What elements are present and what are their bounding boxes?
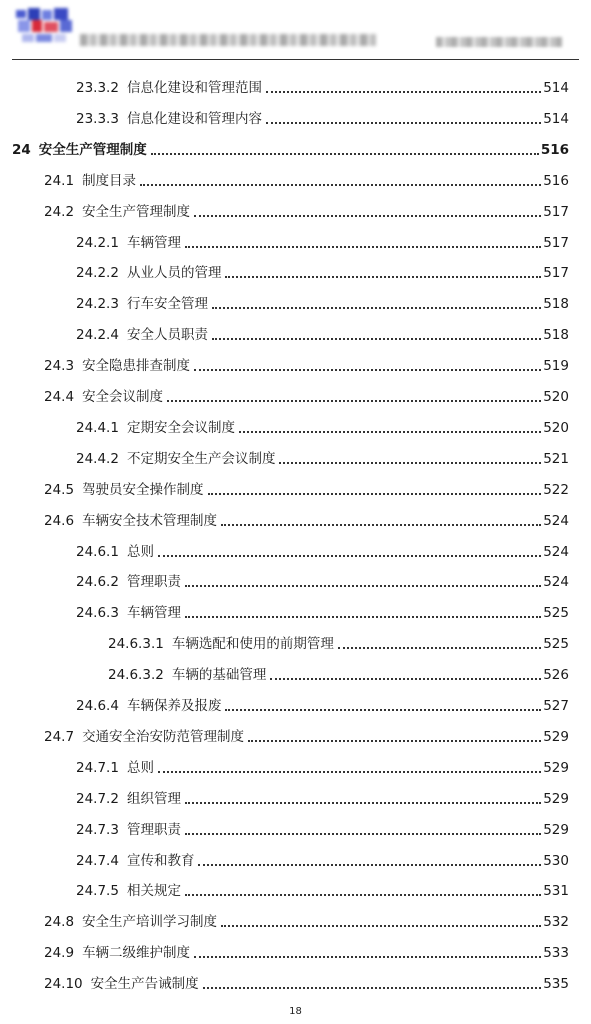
toc-entry[interactable] [76,569,569,591]
toc-entry-number: 23.3.3 [76,110,119,127]
toc-entry[interactable] [44,508,569,530]
toc-entry-page: 524 [543,543,569,560]
toc-entry-title: 宣传和教育 [126,852,195,869]
toc-entry[interactable] [76,600,569,622]
toc-entry-page: 522 [543,481,569,498]
toc-dot-leader [212,306,541,309]
toc-entry-page: 533 [543,945,569,962]
toc-entry[interactable] [12,137,569,159]
toc-entry-title: 制度目录 [82,172,137,189]
toc-entry-page: 517 [543,265,569,282]
toc-entry-title: 组织管理 [126,790,181,807]
toc-entry-number: 24.8 [44,914,75,931]
toc-entry-number: 24.6 [44,512,75,529]
toc-entry-page: 520 [543,419,569,436]
toc-entry[interactable] [76,755,569,777]
toc-dot-leader [203,986,542,989]
toc-entry-page: 535 [543,976,569,993]
page-number: 18 [289,1006,302,1017]
toc-entry-title: 相关规定 [126,883,181,900]
toc-entry-number: 24.7.3 [76,821,119,838]
toc-entry[interactable] [76,817,569,839]
toc-entry-page: 529 [543,790,569,807]
toc-dot-leader [194,368,541,371]
toc-dot-leader [270,677,541,680]
toc-entry[interactable] [76,291,569,313]
toc-dot-leader [248,739,541,742]
toc-entry-page: 514 [543,80,569,96]
toc-entry-page: 514 [543,110,569,127]
toc-entry[interactable] [44,971,569,993]
toc-dot-leader [266,121,541,124]
toc-entry-number: 24.2.3 [76,296,119,313]
toc-dot-leader [185,615,541,618]
toc-entry[interactable] [76,75,569,97]
toc-entry[interactable] [44,199,569,221]
toc-entry-page: 519 [543,358,569,375]
toc-entry-page: 518 [543,296,569,313]
toc-entry-title: 交通安全治安防范管理制度 [82,728,245,745]
toc-entry[interactable] [44,724,569,746]
toc-entry-title: 安全会议制度 [82,389,164,405]
toc-entry-page: 524 [543,512,569,529]
toc-entry[interactable] [76,415,569,437]
toc-dot-leader [225,708,541,711]
toc-dot-leader [194,214,541,217]
toc-entry-title: 安全生产管理制度 [82,203,191,220]
toc-entry-number: 24.2.2 [76,265,119,282]
toc-dot-leader [185,832,541,835]
toc-entry-number: 23.3.2 [76,80,119,96]
company-logo-icon [14,6,84,46]
toc-entry-page: 525 [543,636,569,653]
toc-dot-leader [194,955,541,958]
toc-entry-title: 车辆的基础管理 [171,667,267,684]
toc-entry-number: 24.7.5 [76,883,119,900]
toc-entry[interactable] [108,662,569,684]
toc-entry-page: 532 [543,914,569,931]
toc-entry-number: 24.1 [44,172,75,189]
toc-entry-page: 516 [540,141,569,158]
toc-dot-leader [221,924,541,927]
toc-entry-title: 总则 [126,759,154,776]
toc-dot-leader [221,523,541,526]
toc-entry[interactable] [76,230,569,252]
toc-entry-page: 520 [543,389,569,405]
toc-entry-number: 24.2 [44,203,75,220]
toc-entry-number: 24.6.1 [76,543,119,560]
toc-entry-number: 24.7.2 [76,790,119,807]
toc-entry-page: 517 [543,203,569,220]
toc-dot-leader [208,492,542,495]
toc-entry-title: 安全生产培训学习制度 [82,914,218,931]
toc-entry-page: 529 [543,728,569,745]
toc-entry-page: 526 [543,667,569,684]
toc-entry-title: 定期安全会议制度 [126,419,235,436]
toc-entry-page: 524 [543,574,569,591]
toc-dot-leader [198,863,541,866]
toc-entry[interactable] [76,878,569,900]
toc-entry[interactable] [44,477,569,499]
toc-dot-leader [167,399,541,402]
toc-entry[interactable] [44,384,569,406]
toc-entry-number: 24.9 [44,945,75,962]
toc-entry-number: 24.10 [44,976,83,993]
toc-entry-title: 管理职责 [126,574,181,591]
toc-entry-number: 24.6.2 [76,574,119,591]
toc-dot-leader [185,245,541,248]
toc-dot-leader [140,183,541,186]
toc-entry-page: 529 [543,759,569,776]
toc-entry-number: 24.6.3.1 [108,636,164,653]
toc-entry-title: 行车安全管理 [126,296,208,313]
toc-entry-title: 车辆管理 [126,234,181,251]
toc-dot-leader [338,646,541,649]
toc-entry-title: 车辆二级维护制度 [82,945,191,962]
toc-entry-page: 516 [543,172,569,189]
toc-dot-leader [212,337,541,340]
toc-entry[interactable] [108,631,569,653]
toc-entry-page: 517 [543,234,569,251]
toc-entry-title: 信息化建设和管理内容 [126,110,262,127]
toc-entry-page: 531 [543,883,569,900]
toc-dot-leader [185,584,541,587]
toc-entry-number: 24.6.4 [76,698,119,714]
toc-entry[interactable] [44,909,569,931]
toc-entry-number: 24.3 [44,358,75,375]
toc-entry-title: 车辆保养及报废 [126,698,222,714]
toc-entry-number: 24 [12,141,31,158]
toc-entry[interactable] [76,848,569,870]
toc-dot-leader [225,275,541,278]
toc-entry-title: 驾驶员安全操作制度 [82,481,204,498]
toc-entry-number: 24.7.4 [76,852,119,869]
toc-entry[interactable] [44,168,569,190]
toc-dot-leader [185,801,541,804]
toc-entry-title: 车辆管理 [126,605,181,622]
toc-entry-number: 24.7 [44,728,75,745]
toc-entry-page: 521 [543,450,569,467]
toc-entry-page: 529 [543,821,569,838]
toc-entry-title: 信息化建设和管理范围 [126,80,262,96]
toc-entry[interactable] [76,446,569,468]
toc-dot-leader [279,461,541,464]
toc-dot-leader [158,770,541,773]
toc-entry-title: 车辆选配和使用的前期管理 [171,636,334,653]
toc-entry[interactable] [76,539,569,561]
toc-entry[interactable] [44,940,569,962]
toc-entry-title: 总则 [126,543,154,560]
page-header [0,0,591,62]
toc-entry[interactable] [76,260,569,282]
toc-entry[interactable] [76,106,569,128]
toc-entry[interactable] [76,322,569,344]
header-text-right-blurred [436,37,562,47]
toc-entry-page: 527 [543,698,569,714]
toc-entry-title: 安全人员职责 [126,327,208,344]
toc-entry-page: 525 [543,605,569,622]
toc-entry-title: 从业人员的管理 [126,265,222,282]
toc-dot-leader [158,554,541,557]
toc-entry-title: 管理职责 [126,821,181,838]
toc-entry-number: 24.5 [44,481,75,498]
toc-entry[interactable] [76,693,569,715]
toc-entry-number: 24.2.4 [76,327,119,344]
toc-entry[interactable] [44,353,569,375]
toc-entry-number: 24.4.2 [76,450,119,467]
toc-entry-title: 安全隐患排查制度 [82,358,191,375]
toc-entry-page: 518 [543,327,569,344]
toc-dot-leader [266,90,541,93]
toc-dot-leader [185,893,541,896]
toc-entry-title: 不定期安全生产会议制度 [126,450,276,467]
toc-dot-leader [239,430,541,433]
toc-entry-title: 车辆安全技术管理制度 [82,512,218,529]
toc-entry-number: 24.4 [44,389,75,405]
toc-entry-number: 24.2.1 [76,234,119,251]
header-text-blurred [80,34,376,46]
toc-entry-title: 安全生产告诫制度 [90,976,199,993]
toc-entry-number: 24.4.1 [76,419,119,436]
header-divider [12,59,579,60]
toc-entry-number: 24.6.3.2 [108,667,164,684]
toc-entry-page: 530 [543,852,569,869]
toc-entry[interactable] [76,786,569,808]
toc-entry-number: 24.6.3 [76,605,119,622]
toc-dot-leader [151,152,539,155]
toc-entry-number: 24.7.1 [76,759,119,776]
toc-entry-title: 安全生产管理制度 [38,141,147,158]
